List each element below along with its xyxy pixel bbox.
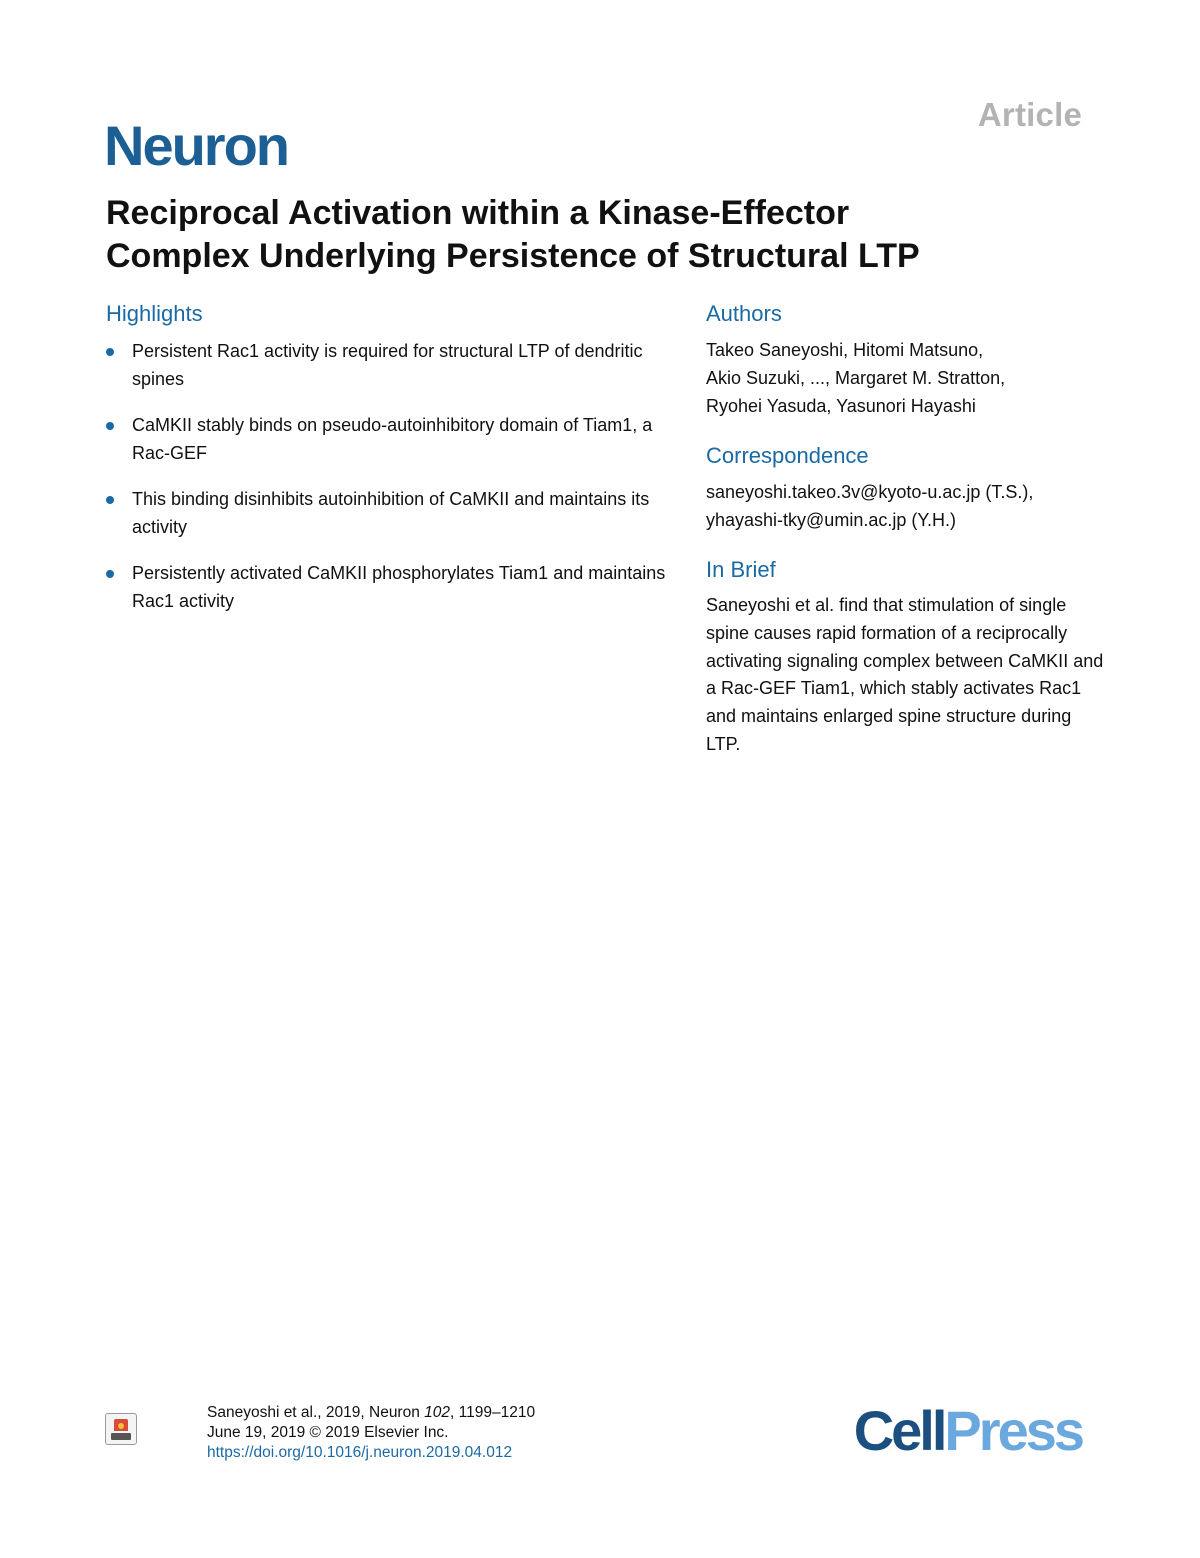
check-for-updates-icon[interactable] [105, 1413, 137, 1445]
authors-line-2: Akio Suzuki, ..., Margaret M. Stratton, [706, 368, 1006, 388]
icon-ribbon-center [118, 1423, 124, 1429]
highlight-item [106, 338, 666, 393]
bullet-dot-icon [106, 496, 114, 504]
icon-base [111, 1433, 131, 1440]
authors-list [706, 336, 1106, 420]
correspondence-heading: Correspondence [706, 443, 869, 468]
publisher-logo [853, 1399, 1082, 1462]
highlight-text: Persistently activated CaMKII phosphorylates Tiam1 and maintains Rac1 activity [132, 563, 666, 611]
authors-section [706, 298, 1106, 420]
bullet-dot-icon [106, 422, 114, 430]
citation-line [207, 1403, 535, 1423]
title-line-1: Reciprocal Activation within a Kinase-Effector [106, 194, 850, 232]
article-title [106, 192, 1106, 278]
highlight-item [106, 486, 666, 541]
highlight-text: CaMKII stably binds on pseudo-autoinhibitory domain of Tiam1, a Rac-GEF [132, 415, 653, 463]
email-link-1[interactable]: saneyoshi.takeo.3v@kyoto-u.ac.jp (T.S.), [706, 482, 1034, 502]
correspondence-section [706, 440, 1106, 534]
citation-volume: 102 [424, 1404, 451, 1421]
in-brief-section [706, 554, 1106, 759]
citation-prefix: Saneyoshi et al., 2019, Neuron [207, 1404, 425, 1421]
highlights-heading: Highlights [106, 301, 203, 326]
doi-link[interactable]: https://doi.org/10.1016/j.neuron.2019.04.012 [207, 1444, 513, 1461]
highlight-text: Persistent Rac1 activity is required for structural LTP of dendritic spines [132, 341, 643, 389]
publisher-logo-press: Press [944, 1399, 1082, 1462]
authors-line-1: Takeo Saneyoshi, Hitomi Matsuno, [706, 340, 984, 360]
bullet-dot-icon [106, 570, 114, 578]
footer-citation [207, 1403, 535, 1463]
authors-heading: Authors [706, 301, 782, 326]
authors-line-3: Ryohei Yasuda, Yasunori Hayashi [706, 396, 976, 416]
in-brief-text: Saneyoshi et al. find that stimulation of single spine causes rapid formation of a reciprocally activating signaling complex between CaMKII and a Rac-GEF Tiam1, which stably activates Rac1 and maintains enlarged spine structure during LTP. [706, 595, 1104, 754]
highlights-list [106, 338, 666, 615]
citation-pages: , 1199–1210 [450, 1404, 536, 1421]
highlight-item [106, 412, 666, 467]
correspondence-emails [706, 478, 1106, 534]
sidebar-column [706, 298, 1106, 779]
email-link-2[interactable]: yhayashi-tky@umin.ac.jp (Y.H.) [706, 510, 957, 530]
journal-logo: Neuron [104, 114, 288, 177]
bullet-dot-icon [106, 348, 114, 356]
article-type-label: Article [977, 96, 1082, 133]
highlight-item [106, 560, 666, 615]
in-brief-heading: In Brief [706, 557, 776, 582]
highlights-section [106, 298, 666, 634]
date-copyright: June 19, 2019 © 2019 Elsevier Inc. [207, 1424, 449, 1441]
publisher-logo-cell: Cell [853, 1399, 945, 1462]
title-line-2: Complex Underlying Persistence of Structural LTP [106, 237, 920, 275]
highlight-text: This binding disinhibits autoinhibition of CaMKII and maintains its activity [132, 489, 650, 537]
